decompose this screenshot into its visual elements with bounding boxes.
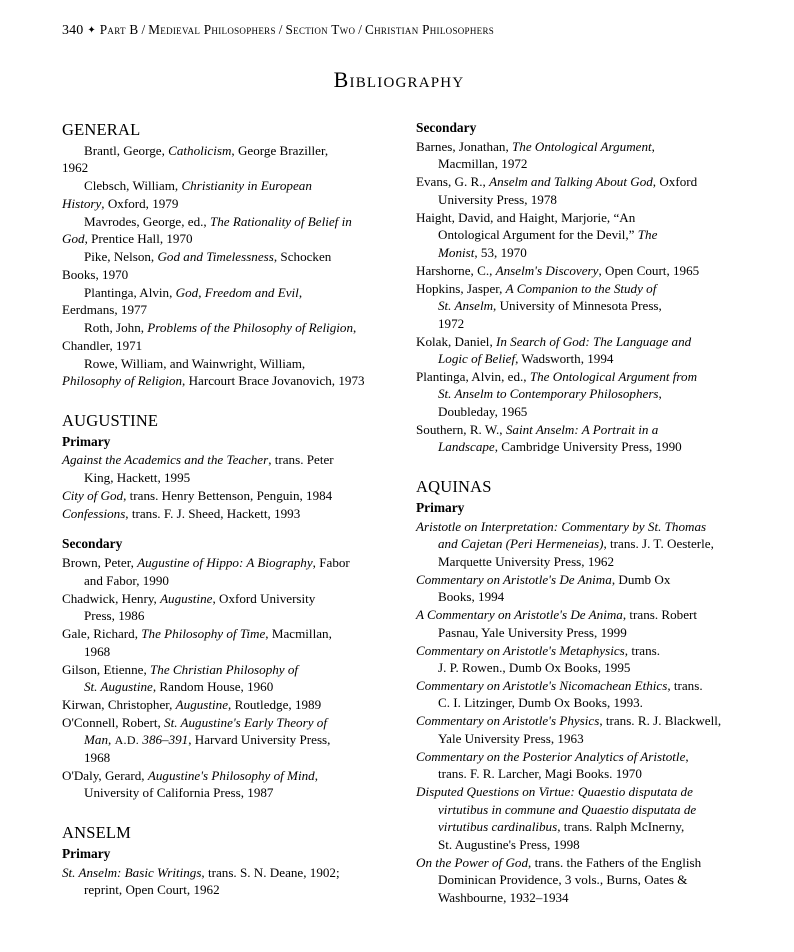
entry-line: Macmillan, 1972	[438, 156, 528, 172]
running-head-part: Part B	[99, 22, 139, 37]
bibliography-entry	[62, 661, 382, 696]
bibliography-entry	[62, 451, 382, 486]
two-column-body	[62, 119, 736, 907]
entry-line: University Press, 1978	[438, 191, 557, 207]
entry-line: Gilson, Etienne, The Christian Philosophy of	[62, 661, 299, 677]
bibliography-entry	[416, 854, 736, 906]
entry-line: Landscape, Cambridge University Press, 1990	[438, 439, 682, 455]
bibliography-entry	[416, 677, 736, 712]
bibliography-entry	[416, 783, 736, 853]
entry-line: Washbourne, 1932–1934	[438, 889, 569, 905]
entry-line: Chandler, 1971	[62, 337, 143, 353]
entry-line: St. Augustine, Random House, 1960	[84, 679, 274, 695]
entry-line: Pike, Nelson, God and Timelessness, Schocken	[84, 249, 332, 265]
entry-line: Commentary on Aristotle's Nicomachean Ethics, trans.	[416, 677, 703, 693]
entry-line: Harshorne, C., Anselm's Discovery, Open Court, 1965	[416, 262, 700, 278]
entry-line: Confessions, trans. F. J. Sheed, Hackett, 1993	[62, 505, 301, 521]
entry-line: Yale University Press, 1963	[438, 730, 584, 746]
entry-line: Commentary on Aristotle's De Anima, Dumb Ox	[416, 571, 671, 587]
entry-line: Aristotle on Interpretation: Commentary by St. Thomas	[416, 518, 707, 534]
entry-line: Man, A.D. 386–391, Harvard University Press,	[84, 732, 331, 748]
bibliography-entry	[416, 280, 736, 332]
subsection-heading: Primary	[62, 845, 111, 861]
entry-line: Southern, R. W., Saint Anselm: A Portrait in a	[416, 421, 659, 437]
entry-line: St. Anselm, University of Minnesota Press,	[438, 298, 662, 314]
bibliography-entry	[416, 421, 736, 456]
bibliography-entry	[416, 262, 736, 279]
bibliography-entry	[62, 696, 382, 713]
entry-line: Kolak, Daniel, In Search of God: The Language and	[416, 333, 692, 349]
page-number: 340	[62, 23, 84, 38]
running-head-sep-2: /	[278, 22, 283, 37]
entry-line: Clebsch, William, Christianity in European	[84, 178, 312, 194]
entry-line: Marquette University Press, 1962	[438, 553, 615, 569]
entry-line: Commentary on the Posterior Analytics of Aristotle,	[416, 748, 689, 764]
running-head-section-two: Section Two	[285, 22, 356, 37]
bibliography-entry	[416, 138, 736, 173]
bibliography-entry	[62, 864, 382, 899]
entry-line: Disputed Questions on Virtue: Quaestio disputata de	[416, 784, 693, 800]
bibliography-entry	[416, 748, 736, 783]
entry-line: A Commentary on Aristotle's De Anima, trans. Robert	[416, 607, 698, 623]
entry-line: trans. F. R. Larcher, Magi Books. 1970	[438, 766, 642, 782]
entry-line: virtutibus in commune and Quaestio disputata de	[438, 801, 697, 817]
subsection-heading: Primary	[62, 433, 111, 449]
entry-line: Mavrodes, George, ed., The Rationality of Belief in	[84, 213, 352, 229]
entry-line: Against the Academics and the Teacher, trans. Peter	[62, 452, 334, 468]
entry-line: Commentary on Aristotle's Metaphysics, trans.	[416, 642, 661, 658]
entry-line: Press, 1986	[84, 608, 145, 624]
entry-line: St. Anselm to Contemporary Philosophers,	[438, 386, 662, 402]
entry-line: King, Hackett, 1995	[84, 469, 191, 485]
bibliography-entry	[62, 767, 382, 802]
entry-line: Evans, G. R., Anselm and Talking About God, Oxford	[416, 174, 698, 190]
entry-line: Philosophy of Religion, Harcourt Brace Jovanovich, 1973	[62, 373, 365, 389]
entry-line: Commentary on Aristotle's Physics, trans. R. J. Blackwell,	[416, 713, 722, 729]
entry-line: Roth, John, Problems of the Philosophy of Religion,	[84, 320, 357, 336]
bibliography-entry	[62, 213, 382, 248]
bibliography-entry	[62, 505, 382, 522]
entry-line: Brown, Peter, Augustine of Hippo: A Biography, Fabor	[62, 555, 350, 571]
entry-line: and Cajetan (Peri Hermeneias), trans. J. T. Oesterle,	[438, 536, 714, 552]
entry-line: Brantl, George, Catholicism, George Braziller,	[84, 143, 329, 159]
bibliography-entry	[416, 571, 736, 606]
entry-line: Rowe, William, and Wainwright, William,	[84, 355, 306, 371]
entry-line: 1962	[62, 160, 89, 176]
left-column	[62, 119, 382, 907]
page-title: Bibliography	[333, 67, 465, 92]
running-head	[62, 22, 736, 39]
bibliography-entry	[416, 518, 736, 570]
entry-line: J. P. Rowen., Dumb Ox Books, 1995	[438, 659, 631, 675]
entry-line: St. Anselm: Basic Writings, trans. S. N. Deane, 1902;	[62, 864, 340, 880]
entry-line: Hopkins, Jasper, A Companion to the Study of	[416, 280, 657, 296]
entry-line: Ontological Argument for the Devil,” The	[438, 227, 658, 243]
entry-line: Pasnau, Yale University Press, 1999	[438, 624, 627, 640]
bibliography-entry	[416, 173, 736, 208]
entry-line: 1968	[84, 643, 111, 659]
bibliography-entry	[62, 319, 382, 354]
entry-line: Kirwan, Christopher, Augustine, Routledge, 1989	[62, 697, 322, 712]
entry-line: 1968	[84, 749, 111, 765]
entry-line: virtutibus cardinalibus, trans. Ralph McInerny,	[438, 819, 685, 835]
section-heading: AQUINAS	[416, 476, 492, 496]
section-heading: AUGUSTINE	[62, 410, 159, 430]
entry-line: History, Oxford, 1979	[62, 195, 179, 211]
bibliography-entry	[62, 248, 382, 283]
entry-line: and Fabor, 1990	[84, 572, 169, 588]
bibliography-entry	[416, 606, 736, 641]
bibliography-entry	[62, 554, 382, 589]
running-head-section-title: Medieval Philosophers	[148, 22, 276, 37]
running-head-sep-3: /	[358, 22, 363, 37]
entry-line: On the Power of God, trans. the Fathers of the English	[416, 854, 702, 870]
entry-line: Gale, Richard, The Philosophy of Time, Macmillan,	[62, 626, 332, 642]
entry-line: Barnes, Jonathan, The Ontological Argument,	[416, 138, 655, 154]
bibliography-entry	[62, 177, 382, 212]
entry-line: O'Daly, Gerard, Augustine's Philosophy of Mind,	[62, 767, 318, 783]
bibliography-entry	[62, 355, 382, 390]
running-head-chapter: Christian Philosophers	[365, 22, 495, 37]
diamond-icon: ✦	[87, 25, 96, 36]
bibliography-entry	[416, 368, 736, 420]
section-heading: ANSELM	[62, 822, 132, 842]
right-column	[416, 119, 736, 907]
entry-line: St. Augustine's Press, 1998	[438, 836, 580, 852]
entry-line: C. I. Litzinger, Dumb Ox Books, 1993.	[438, 695, 643, 711]
bibliography-entry	[416, 333, 736, 368]
bibliography-entry	[62, 590, 382, 625]
entry-line: Doubleday, 1965	[438, 403, 528, 419]
bibliography-entry	[62, 714, 382, 766]
entry-line: reprint, Open Court, 1962	[84, 882, 220, 898]
entry-line: Logic of Belief, Wadsworth, 1994	[438, 351, 614, 367]
bibliography-entry	[416, 642, 736, 677]
running-head-sep-1: /	[141, 22, 146, 37]
bibliography-entry	[62, 487, 382, 504]
entry-line: Plantinga, Alvin, God, Freedom and Evil,	[84, 284, 303, 300]
entry-line: Eerdmans, 1977	[62, 302, 148, 318]
entry-line: Chadwick, Henry, Augustine, Oxford University	[62, 590, 316, 606]
bibliography-entry	[62, 625, 382, 660]
bibliography-entry	[62, 284, 382, 319]
entry-line: City of God, trans. Henry Bettenson, Penguin, 1984	[62, 487, 333, 503]
subsection-heading: Secondary	[62, 536, 123, 552]
entry-line: 1972	[438, 315, 465, 331]
entry-line: O'Connell, Robert, St. Augustine's Early Theory of	[62, 714, 327, 730]
entry-line: Books, 1970	[62, 266, 129, 282]
entry-line: Plantinga, Alvin, ed., The Ontological Argument from	[416, 368, 698, 384]
bibliography-entry	[416, 712, 736, 747]
entry-line: God, Prentice Hall, 1970	[62, 231, 193, 247]
bibliography-entry	[416, 209, 736, 261]
bibliography-entry	[62, 142, 382, 177]
entry-line: Dominican Providence, 3 vols., Burns, Oates &	[438, 872, 688, 888]
entry-line: Haight, David, and Haight, Marjorie, “An	[416, 209, 636, 225]
entry-line: University of California Press, 1987	[84, 785, 274, 801]
entry-line: Books, 1994	[438, 589, 505, 605]
entry-line: Monist, 53, 1970	[438, 244, 527, 260]
subsection-heading: Primary	[416, 499, 465, 515]
section-heading: GENERAL	[62, 120, 141, 139]
subsection-heading: Secondary	[416, 120, 477, 135]
